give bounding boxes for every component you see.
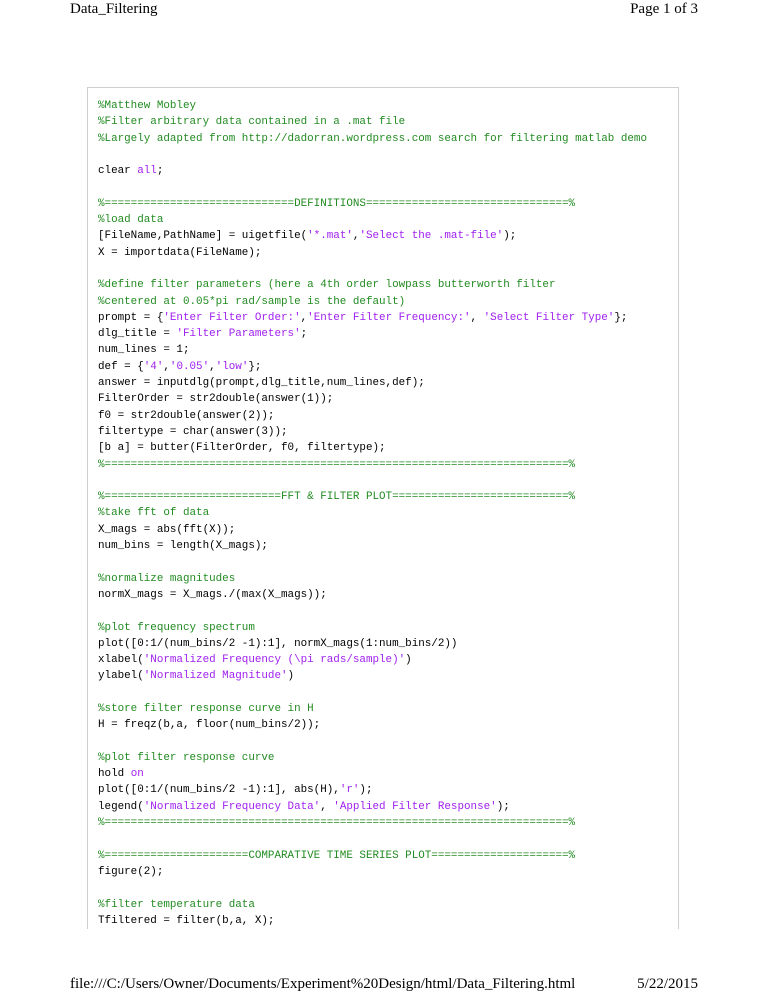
code-text: [b a] = butter(FilterOrder, f0, filtertype); <box>98 442 386 455</box>
code-string: 'Select Filter Type' <box>483 311 615 324</box>
code-comment: %=============================DEFINITIONS===============================% <box>98 197 576 210</box>
code-line <box>98 538 674 554</box>
code-text: Tfiltered = filter(b,a, X); <box>98 914 275 927</box>
code-text: ylabel( <box>98 670 144 683</box>
code-line <box>98 522 674 538</box>
code-line <box>98 408 674 424</box>
code-text: , <box>352 230 360 243</box>
code-line <box>98 831 674 847</box>
code-line <box>98 766 674 782</box>
code-text: X_mags = abs(fft(X)); <box>98 523 236 536</box>
code-string: 'Select the .mat-file' <box>359 230 504 243</box>
code-line <box>98 864 674 880</box>
code-text: X = importdata(FileName); <box>98 246 262 259</box>
code-string: 'Enter Filter Frequency:' <box>307 311 471 324</box>
code-comment: %======================COMPARATIVE TIME SERIES PLOT=====================% <box>98 849 576 862</box>
code-line <box>98 750 674 766</box>
code-text: , <box>300 311 308 324</box>
code-line <box>98 114 674 130</box>
code-line <box>98 554 674 570</box>
code-text: H = freqz(b,a, floor(num_bins/2)); <box>98 719 321 732</box>
code-line <box>98 359 674 375</box>
code-text: num_lines = 1; <box>98 344 190 357</box>
code-text: filtertype = char(answer(3)); <box>98 425 288 438</box>
code-line <box>98 147 674 163</box>
code-text: }; <box>614 311 628 324</box>
code-line <box>98 668 674 684</box>
code-line <box>98 489 674 505</box>
code-line <box>98 457 674 473</box>
code-line <box>98 245 674 261</box>
code-line <box>98 473 674 489</box>
code-line <box>98 228 674 244</box>
code-text: xlabel( <box>98 654 144 667</box>
code-line <box>98 212 674 228</box>
code-text: ); <box>496 800 510 813</box>
code-text: , <box>470 311 484 324</box>
code-line <box>98 848 674 864</box>
code-line <box>98 880 674 896</box>
code-string: on <box>130 768 144 781</box>
code-string: all <box>137 165 157 178</box>
code-line <box>98 717 674 733</box>
code-line <box>98 505 674 521</box>
code-text: plot([0:1/(num_bins/2 -1):1], normX_mags(1:num_bins/2)) <box>98 637 458 650</box>
code-line <box>98 799 674 815</box>
code-line <box>98 782 674 798</box>
code-text: answer = inputdlg(prompt,dlg_title,num_lines,def); <box>98 377 425 390</box>
code-comment: %===========================FFT & FILTER PLOT===========================% <box>98 491 576 504</box>
code-comment: %=======================================================================% <box>98 817 576 830</box>
code-string: 'Applied Filter Response' <box>333 800 497 813</box>
code-line <box>98 131 674 147</box>
code-line <box>98 342 674 358</box>
code-text: dlg_title = <box>98 328 177 341</box>
code-line <box>98 652 674 668</box>
code-text: f0 = str2double(answer(2)); <box>98 409 275 422</box>
code-line <box>98 603 674 619</box>
code-text: clear <box>98 165 138 178</box>
code-comment: %define filter parameters (here a 4th order lowpass butterworth filter <box>98 279 556 292</box>
code-line <box>98 326 674 342</box>
code-text: ; <box>156 165 164 178</box>
code-content <box>98 98 674 929</box>
code-line <box>98 620 674 636</box>
code-line <box>98 440 674 456</box>
code-line <box>98 734 674 750</box>
code-line <box>98 636 674 652</box>
code-comment: %filter temperature data <box>98 898 255 911</box>
code-string: 'Filter Parameters' <box>176 328 301 341</box>
code-comment: %normalize magnitudes <box>98 572 236 585</box>
code-line <box>98 261 674 277</box>
code-line <box>98 310 674 326</box>
code-line <box>98 391 674 407</box>
code-line <box>98 571 674 587</box>
code-text: , <box>209 360 216 373</box>
code-string: '*.mat' <box>307 230 353 243</box>
code-line <box>98 277 674 293</box>
code-text: [FileName,PathName] = uigetfile( <box>98 230 308 243</box>
code-line <box>98 587 674 603</box>
code-text: legend( <box>98 800 144 813</box>
code-text: , <box>320 800 334 813</box>
code-string: '4' <box>143 360 164 373</box>
code-string: 'Normalized Frequency (\pi rads/sample)' <box>143 654 406 667</box>
code-text: plot([0:1/(num_bins/2 -1):1], abs(H), <box>98 784 340 797</box>
code-line <box>98 424 674 440</box>
code-comment: %plot filter response curve <box>98 751 275 764</box>
code-line <box>98 294 674 310</box>
code-text: , <box>163 360 170 373</box>
code-text: ) <box>405 654 412 667</box>
print-date: 5/22/2015 <box>637 976 698 992</box>
code-line <box>98 179 674 195</box>
code-text: FilterOrder = str2double(answer(1)); <box>98 393 334 406</box>
code-string: 'Normalized Frequency Data' <box>143 800 321 813</box>
code-text: def = { <box>98 360 144 373</box>
code-text: prompt = { <box>98 311 164 324</box>
code-line <box>98 815 674 831</box>
page-header-title: Data_Filtering <box>70 1 158 17</box>
file-path: file:///C:/Users/Owner/Documents/Experiment%20Design/html/Data_Filtering.html <box>70 976 576 992</box>
code-text: ); <box>503 230 517 243</box>
code-line <box>98 163 674 179</box>
code-text: ) <box>287 670 295 683</box>
code-comment: %centered at 0.05*pi rad/sample is the default) <box>98 295 406 308</box>
code-text: num_bins = length(X_mags); <box>98 540 268 553</box>
code-string: 'r' <box>339 784 360 797</box>
code-comment: %plot frequency spectrum <box>98 621 255 634</box>
code-comment: %=======================================================================% <box>98 458 576 471</box>
code-text: }; <box>248 360 262 373</box>
code-line <box>98 897 674 913</box>
code-comment: %Matthew Mobley <box>98 100 197 112</box>
code-line <box>98 196 674 212</box>
code-comment: %store filter response curve in H <box>98 702 314 715</box>
code-line <box>98 375 674 391</box>
code-line <box>98 913 674 929</box>
code-text: hold <box>98 768 131 781</box>
code-line <box>98 685 674 701</box>
code-string: '0.05' <box>169 360 210 373</box>
code-string: 'Enter Filter Order:' <box>163 311 301 324</box>
code-comment: %take fft of data <box>98 507 210 520</box>
code-text: ); <box>359 784 373 797</box>
code-text: figure(2); <box>98 865 164 878</box>
code-comment: %load data <box>98 214 164 227</box>
code-comment: %Largely adapted from http://dadorran.wordpress.com search for filtering matlab demo <box>98 132 647 145</box>
code-listing <box>87 87 679 929</box>
code-line <box>98 701 674 717</box>
code-text: normX_mags = X_mags./(max(X_mags)); <box>98 588 327 601</box>
page-number: Page 1 of 3 <box>630 1 698 17</box>
code-text: ; <box>300 328 308 341</box>
code-line <box>98 98 674 114</box>
code-string: 'low' <box>215 360 249 373</box>
code-string: 'Normalized Magnitude' <box>143 670 288 683</box>
code-comment: %Filter arbitrary data contained in a .mat file <box>98 116 406 129</box>
